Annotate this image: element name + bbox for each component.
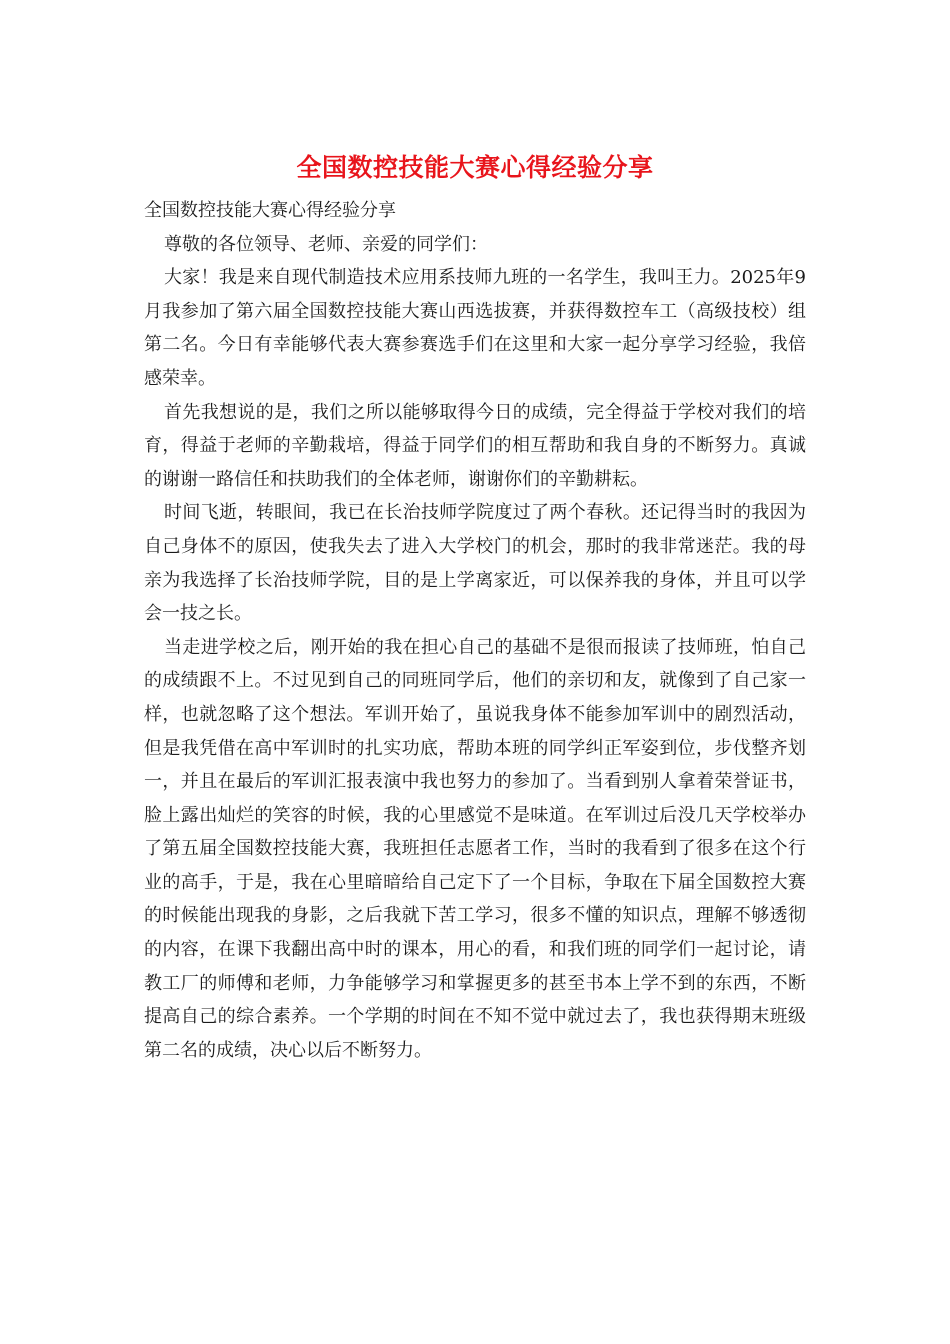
paragraph-introduction: 大家！我是来自现代制造技术应用系技师九班的一名学生，我叫王力。2025年9月我参加了第六届全国数控技能大赛山西选拔赛，并获得数控车工（高级技校）组第二名。今日有幸能够代表大赛参赛选手们在这里和大家一起分享学习经验，我倍感荣幸。 [144, 267, 806, 389]
paragraph-background: 时间飞逝，转眼间，我已在长治技师学院度过了两个春秋。还记得当时的我因为自己身体不的原因，使我失去了进入大学校门的机会，那时的我非常迷茫。我的母亲为我选择了长治技师学院，目的是上学离家近，可以保养我的身体，并且可以学会一技之长。 [144, 502, 806, 625]
document-body [144, 194, 806, 1067]
document-title: 全国数控技能大赛心得经验分享 [296, 153, 654, 182]
paragraph-gratitude: 首先我想说的是，我们之所以能够取得今日的成绩，完全得益于学校对我们的培育，得益于老师的辛勤栽培，得益于同学们的相互帮助和我自身的不断努力。真诚的谢谢一路信任和扶助我们的全体老师，谢谢你们的辛勤耕耘。 [144, 401, 806, 490]
paragraph-school-experience: 当走进学校之后，刚开始的我在担心自己的基础不是很而报读了技师班，怕自己的成绩跟不上。不过见到自己的同班同学后，他们的亲切和友，就像到了自己家一样，也就忽略了这个想法。军训开始了，虽说我身体不能参加军训中的剧烈活动，但是我凭借在高中军训时的扎实功底，帮助本班的同学纠正军姿到位，步伐整齐划一，并且在最后的军训汇报表演中我也努力的参加了。当看到别人拿着荣誉证书，脸上露出灿烂的笑容的时候，我的心里感觉不是味道。在军训过后没几天学校举办了第五届全国数控技能大赛，我班担任志愿者工作，当时的我看到了很多在这个行业的高手，于是，我在心里暗暗给自己定下了一个目标，争取在下届全国数控大赛的时候能出现我的身影，之后我就下苦工学习，很多不懂的知识点，理解不够透彻的内容，在课下我翻出高中时的课本，用心的看，和我们班的同学们一起讨论，请教工厂的师傅和老师，力争能够学习和掌握更多的甚至书本上学不到的东西，不断提高自己的综合素养。一个学期的时间在不知不觉中就过去了，我也获得期末班级第二名的成绩，决心以后不断努力。 [144, 636, 806, 1061]
paragraph-salutation: 尊敬的各位领导、老师、亲爱的同学们： [164, 233, 488, 255]
document-subtitle: 全国数控技能大赛心得经验分享 [144, 200, 396, 221]
